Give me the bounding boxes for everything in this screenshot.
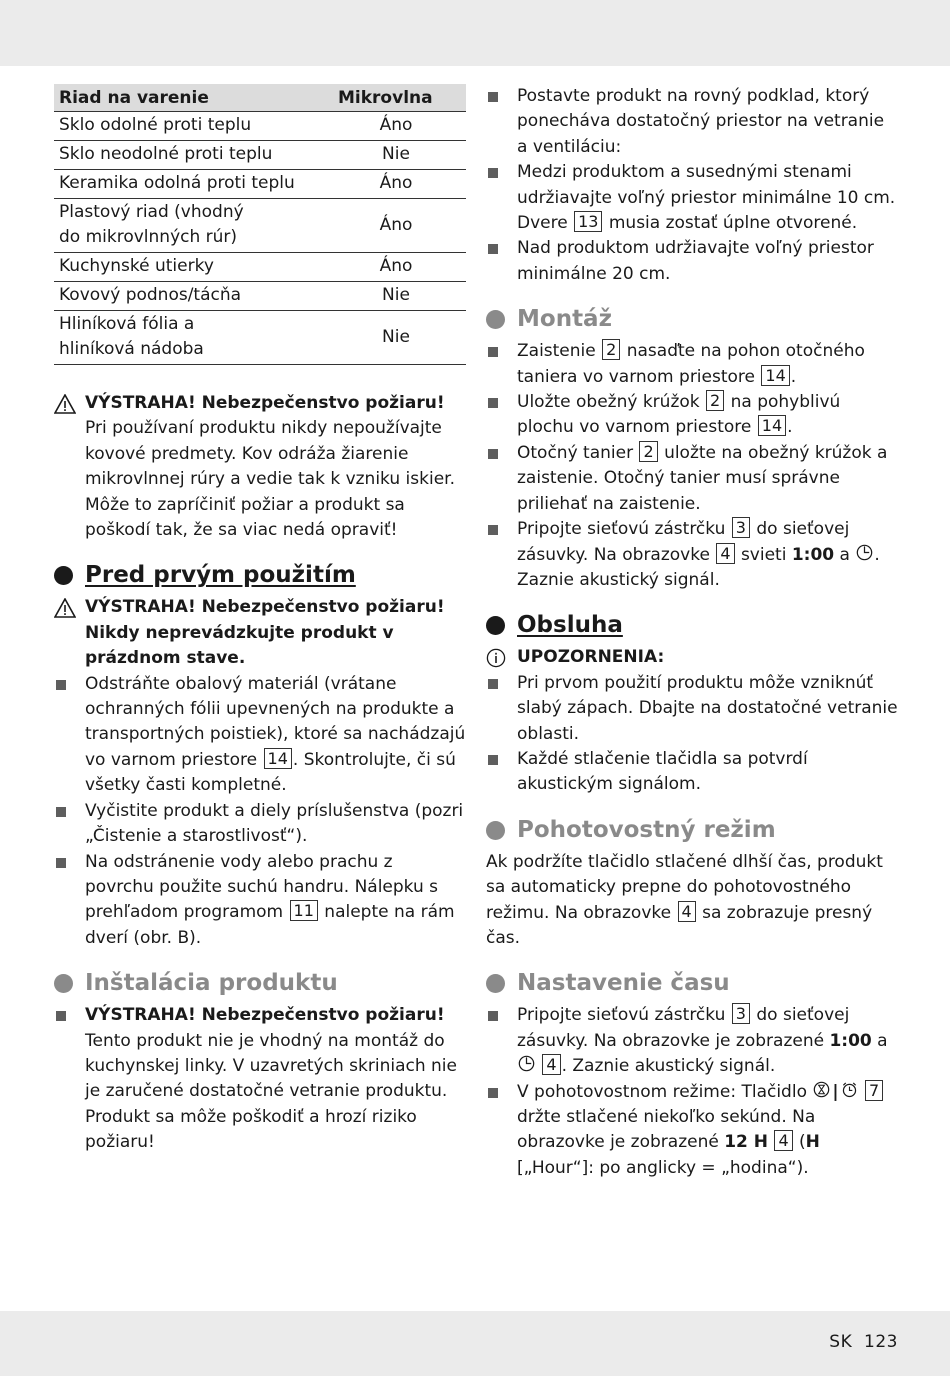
install-warning-list bbox=[54, 1003, 466, 1155]
section-bullet-icon bbox=[486, 974, 505, 993]
item-text: a bbox=[877, 1030, 888, 1051]
display-time: 1:00 bbox=[829, 1030, 872, 1051]
item-text: nasaďte na pohon otočného taniera vo varnom priestore bbox=[517, 341, 865, 387]
part-ref: 2 bbox=[602, 339, 620, 360]
item-text: sa zobrazuje presný čas. bbox=[486, 902, 873, 948]
part-ref: 4 bbox=[542, 1054, 560, 1075]
list-item bbox=[486, 1080, 898, 1182]
table-row bbox=[54, 199, 466, 253]
section-heading-standby bbox=[486, 816, 898, 844]
square-bullet-icon bbox=[56, 858, 66, 868]
table-cell-item: Kuchynské utierky bbox=[54, 253, 326, 282]
section-heading-install bbox=[54, 969, 466, 997]
table-cell-value: Áno bbox=[326, 199, 466, 253]
item-text: Vyčistite produkt a diely príslušenstva (pozri „Čistenie a starostlivosť“). bbox=[85, 800, 464, 847]
section-bullet-icon bbox=[486, 310, 505, 329]
square-bullet-icon bbox=[488, 398, 498, 408]
section-heading-before-use bbox=[54, 561, 466, 589]
item-text: ( bbox=[799, 1132, 806, 1153]
table-row bbox=[54, 112, 466, 141]
clock-icon bbox=[518, 1055, 535, 1072]
fire-warning-metal bbox=[54, 391, 466, 543]
cookware-table bbox=[54, 84, 466, 365]
item-text: Otočný tanier bbox=[517, 442, 634, 463]
table-row bbox=[54, 253, 466, 282]
item-text: . bbox=[787, 417, 793, 438]
item-text: Nad produktom udržiavajte voľný priestor minimálne 20 cm. bbox=[517, 238, 874, 284]
item-text: Pri prvom použití produktu môže vzniknúť slabý zápach. Dbajte na dostatočné vetranie oblasti. bbox=[517, 672, 898, 744]
item-text: nalepte na rám dverí (obr. B). bbox=[85, 902, 455, 948]
part-ref: 4 bbox=[774, 1130, 792, 1151]
item-text: svieti bbox=[740, 544, 787, 565]
table-header-row bbox=[54, 84, 466, 112]
item-text: do sieťovej zásuvky. Na obrazovke je zobrazené bbox=[517, 1005, 850, 1051]
section-title: Pohotovostný režim bbox=[517, 816, 776, 843]
warning-text: Nikdy neprevádzkujte produkt v prázdnom stave. bbox=[85, 622, 394, 669]
square-bullet-icon bbox=[488, 755, 498, 765]
square-bullet-icon bbox=[488, 347, 498, 357]
section-title: Montáž bbox=[517, 306, 612, 333]
square-bullet-icon bbox=[488, 449, 498, 459]
list-item bbox=[486, 517, 898, 593]
item-text: uložte na obežný krúžok a zaistenie. Otočný tanier musí správne priliehať na zaistenie. bbox=[517, 442, 888, 514]
list-item bbox=[54, 1003, 466, 1155]
item-text: . Zaznie akustický signál. bbox=[561, 1056, 776, 1077]
section-bullet-icon bbox=[54, 566, 73, 585]
table-cell-value: Áno bbox=[326, 170, 466, 199]
list-item bbox=[486, 339, 898, 390]
page-num: 123 bbox=[864, 1332, 898, 1352]
part-ref: 11 bbox=[290, 900, 318, 921]
item-text: Pripojte sieťovú zástrčku bbox=[517, 1005, 726, 1026]
assembly-list bbox=[486, 339, 898, 593]
timer-icon bbox=[813, 1081, 830, 1098]
clock-icon bbox=[856, 544, 873, 561]
section-title: Obsluha bbox=[517, 612, 623, 639]
part-ref: 14 bbox=[264, 748, 292, 769]
warning-text: Pri používaní produktu nikdy nepoužívajte kovové predmety. Kov odráža žiarenie mikrovlnnej rúry a vedie tak k vzniku iskier. Môže to zapríčiniť požiar a produkt sa poškodí tak, že sa viac nedá opraviť! bbox=[85, 418, 455, 541]
table-cell-value: Nie bbox=[326, 282, 466, 311]
table-cell-item: Sklo neodolné proti teplu bbox=[54, 141, 326, 170]
footer-band bbox=[0, 1311, 950, 1376]
part-ref: 7 bbox=[865, 1080, 883, 1101]
section-title: Nastavenie času bbox=[517, 970, 730, 997]
list-item bbox=[486, 441, 898, 517]
part-ref: 4 bbox=[678, 901, 696, 922]
info-circle-icon bbox=[486, 648, 506, 668]
section-bullet-icon bbox=[486, 821, 505, 840]
list-item bbox=[486, 84, 898, 160]
part-ref: 14 bbox=[761, 365, 789, 386]
part-ref: 4 bbox=[716, 543, 734, 564]
section-bullet-icon bbox=[486, 616, 505, 635]
square-bullet-icon bbox=[488, 525, 498, 535]
table-row bbox=[54, 282, 466, 311]
square-bullet-icon bbox=[56, 1011, 66, 1021]
display-time: 12 H bbox=[724, 1132, 769, 1153]
item-text: . Zaznie akustický signál. bbox=[517, 544, 880, 590]
table-header-cookware: Riad na varenie bbox=[54, 84, 326, 112]
operation-list bbox=[486, 671, 898, 798]
item-text: Na odstránenie vody alebo prachu z povrchu použite suchú handru. Nálepku s prehľadom programom bbox=[85, 851, 439, 923]
item-text: Pripojte sieťovú zástrčku bbox=[517, 519, 726, 540]
section-title: Pred prvým použitím bbox=[85, 562, 356, 589]
part-ref: 2 bbox=[639, 441, 657, 462]
item-text: . Skontrolujte, či sú všetky časti kompletné. bbox=[85, 749, 456, 796]
list-item bbox=[486, 671, 898, 747]
warning-text: Tento produkt nie je vhodný na montáž do kuchynskej linky. V uzavretých skriniach nie je zaručené dostatočné vetranie produktu. Produkt sa môže poškodiť a hrozí riziko požiaru! bbox=[85, 1030, 457, 1153]
square-bullet-icon bbox=[488, 168, 498, 178]
item-text: a bbox=[839, 544, 850, 565]
square-bullet-icon bbox=[488, 92, 498, 102]
item-text: Postavte produkt na rovný podklad, ktorý ponecháva dostatočný priestor na vetranie a ventiláciu: bbox=[517, 86, 885, 157]
part-ref: 3 bbox=[732, 517, 750, 538]
item-text: Odstráňte obalový materiál (vrátane ochranných fólii upevnených na produkte a transportných poistiek), ktoré sa nachádzajú vo varnom priestore bbox=[85, 673, 466, 770]
part-ref: 13 bbox=[574, 211, 602, 232]
list-item bbox=[54, 672, 466, 799]
table-cell-value: Nie bbox=[326, 141, 466, 170]
square-bullet-icon bbox=[56, 807, 66, 817]
table-row bbox=[54, 311, 466, 365]
item-text: na pohyblivú plochu vo varnom priestore bbox=[517, 392, 841, 438]
display-hour: H bbox=[805, 1132, 820, 1153]
list-item bbox=[486, 1003, 898, 1079]
table-cell-item: Keramika odolná proti teplu bbox=[54, 170, 326, 199]
left-column bbox=[54, 84, 466, 1156]
item-text: musia zostať úplne otvorené. bbox=[608, 213, 858, 234]
install-list bbox=[486, 84, 898, 287]
part-ref: 14 bbox=[758, 415, 786, 436]
header-band bbox=[0, 0, 950, 66]
item-text: do sieťovej zásuvky. Na obrazovke bbox=[517, 519, 850, 565]
fire-warning-empty bbox=[54, 595, 466, 671]
table-cell-item: Plastový riad (vhodný do mikrovlnných rúr) bbox=[54, 199, 326, 253]
before-use-list bbox=[54, 672, 466, 951]
item-text: [„Hour“]: po anglicky = „hodina“). bbox=[517, 1157, 809, 1178]
warning-triangle-icon bbox=[54, 394, 76, 414]
item-text: Uložte obežný krúžok bbox=[517, 392, 700, 413]
list-item bbox=[54, 799, 466, 850]
page-number bbox=[829, 1332, 898, 1352]
item-text: držte stlačené niekoľko sekúnd. Na obrazovke je zobrazené bbox=[517, 1107, 816, 1153]
separator-bar: | bbox=[832, 1081, 839, 1102]
display-time: 1:00 bbox=[791, 544, 835, 565]
warning-title: VÝSTRAHA! Nebezpečenstvo požiaru! bbox=[85, 597, 445, 618]
warning-title: VÝSTRAHA! Nebezpečenstvo požiaru! bbox=[85, 393, 445, 413]
part-ref: 2 bbox=[706, 390, 724, 411]
standby-text bbox=[486, 850, 898, 952]
table-cell-value: Áno bbox=[326, 112, 466, 141]
item-text: Zaistenie bbox=[517, 341, 596, 362]
item-text: . bbox=[790, 366, 797, 387]
section-title: Inštalácia produktu bbox=[85, 970, 338, 997]
item-text: Medzi produktom a susednými stenami udržiavajte voľný priestor minimálne 10 cm. Dvere bbox=[517, 162, 896, 234]
square-bullet-icon bbox=[488, 244, 498, 254]
list-item bbox=[486, 390, 898, 441]
section-heading-operation bbox=[486, 611, 898, 639]
square-bullet-icon bbox=[488, 679, 498, 689]
section-heading-time bbox=[486, 969, 898, 997]
item-text: Ak podržíte tlačidlo stlačené dlhší čas, produkt sa automaticky prepne do pohotovostného režimu. Na obrazovke bbox=[486, 851, 883, 923]
table-cell-value: Áno bbox=[326, 253, 466, 282]
section-bullet-icon bbox=[54, 974, 73, 993]
table-header-microwave: Mikrovlna bbox=[326, 84, 466, 112]
warning-triangle-icon bbox=[54, 598, 76, 618]
square-bullet-icon bbox=[56, 680, 66, 690]
table-cell-item: Kovový podnos/tácňa bbox=[54, 282, 326, 311]
square-bullet-icon bbox=[488, 1011, 498, 1021]
list-item bbox=[54, 850, 466, 952]
table-row bbox=[54, 170, 466, 199]
item-text: Každé stlačenie tlačidla sa potvrdí akustickým signálom. bbox=[517, 748, 808, 795]
warning-title: VÝSTRAHA! Nebezpečenstvo požiaru! bbox=[85, 1005, 445, 1026]
list-item bbox=[486, 160, 898, 236]
time-list bbox=[486, 1003, 898, 1181]
alarm-clock-icon bbox=[841, 1081, 858, 1098]
notes-title-text: UPOZORNENIA: bbox=[517, 647, 665, 668]
part-ref: 3 bbox=[732, 1003, 750, 1024]
item-text: V pohotovostnom režime: Tlačidlo bbox=[517, 1081, 807, 1102]
list-item bbox=[486, 747, 898, 798]
table-row bbox=[54, 141, 466, 170]
notes-title bbox=[486, 645, 898, 670]
page-lang: SK bbox=[829, 1332, 853, 1352]
square-bullet-icon bbox=[488, 1088, 498, 1098]
table-cell-item: Sklo odolné proti teplu bbox=[54, 112, 326, 141]
right-column bbox=[486, 84, 898, 1181]
table-cell-item: Hliníková fólia a hliníková nádoba bbox=[54, 311, 326, 365]
list-item bbox=[486, 236, 898, 287]
section-heading-assembly bbox=[486, 305, 898, 333]
table-cell-value: Nie bbox=[326, 311, 466, 365]
